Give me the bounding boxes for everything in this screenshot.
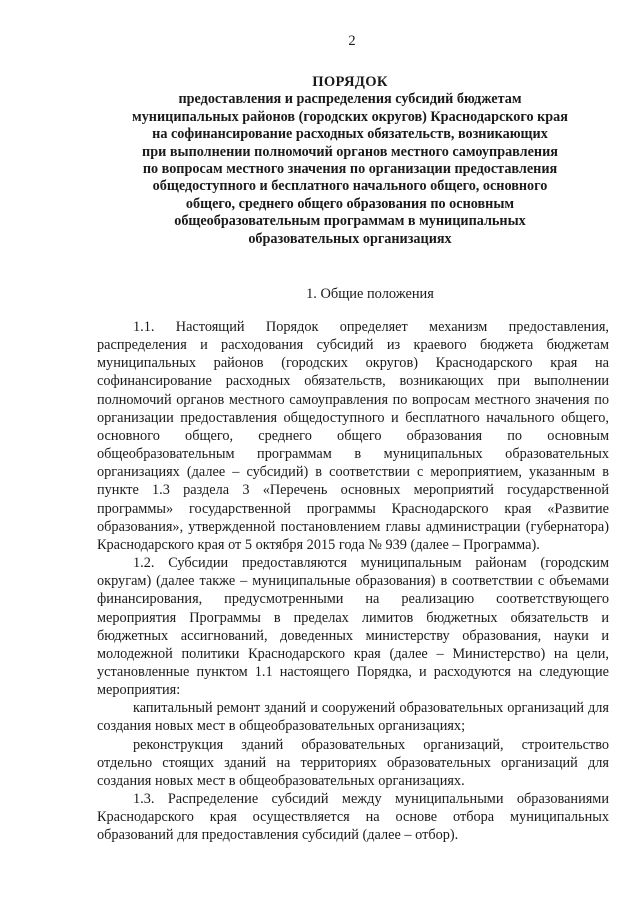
title-line: образовательных организациях: [248, 230, 452, 247]
title-line: при выполнении полномочий органов местного самоуправления: [142, 143, 558, 160]
page-number: 2: [348, 33, 356, 49]
document-title: [100, 74, 600, 248]
title-line: на софинансирование расходных обязательств, возникающих: [152, 126, 548, 143]
section-heading: 1. Общие положения: [306, 286, 434, 302]
title-line: общеобразовательным программам в муниципальных: [174, 213, 526, 230]
paragraph-1-3: 1.3. Распределение субсидий между муниципальными образованиями Краснодарского края осуществляется на основе отбора муниципальных образований для предоставления субсидий (далее – отбор).: [97, 791, 609, 844]
title-line: предоставления и распределения субсидий бюджетам: [178, 91, 522, 108]
document-body: [97, 318, 609, 845]
paragraph-list-item: реконструкция зданий образовательных организаций, строительство отдельно стоящих зданий на территориях образовательных организаций для создания новых мест в общеобразовательных организациях.: [97, 736, 609, 789]
title-main: ПОРЯДОК: [312, 74, 388, 90]
title-line: общего, среднего общего образования по основным: [185, 195, 515, 212]
title-line: муниципальных районов (городских округов) Краснодарского края: [132, 108, 568, 125]
paragraph-1-1: 1.1. Настоящий Порядок определяет механизм предоставления, распределения и расходования субсидий из краевого бюджета бюджетам муниципальных районов (городских округов) Краснодарского края на софинансирование расходных обязательств, возникающих при выполнении полномочий органов местного самоуправления по вопросам местного значения по организации предоставления общедоступного и бесплатного начального общего, основного общего, среднего общего образования по основным общеобразовательным программам в муниципальных образовательных организациях (далее – субсидий) в соответствии с мероприятием, указанным в пункте 1.3 раздела 3 «Перечень основных мероприятий государственной программы» государственной программы Краснодарского края «Развитие образования», утвержденной постановлением главы администрации (губернатора) Краснодарского края от 5 октября 2015 года № 939 (далее – Программа).: [97, 319, 609, 553]
paragraph-1-2: 1.2. Субсидии предоставляются муниципальным районам (городским округам) (далее также – муниципальные образования) в соответствии с объемами финансирования, предусмотренными на реализацию соответствующего мероприятия Программы в пределах лимитов бюджетных обязательств и бюджетных ассигнований, доведенных министерству образования, науки и молодежной политики Краснодарского края (далее – Министерство) на цели, установленные пунктом 1.1 настоящего Порядка, и расходуются на следующие мероприятия:: [97, 555, 609, 699]
title-line: по вопросам местного значения по организации предоставления: [142, 161, 558, 178]
paragraph-list-item: капитальный ремонт зданий и сооружений образовательных организаций для создания новых мест в общеобразовательных организациях;: [97, 700, 609, 735]
title-line: общедоступного и бесплатного начального общего, основного: [152, 178, 548, 195]
